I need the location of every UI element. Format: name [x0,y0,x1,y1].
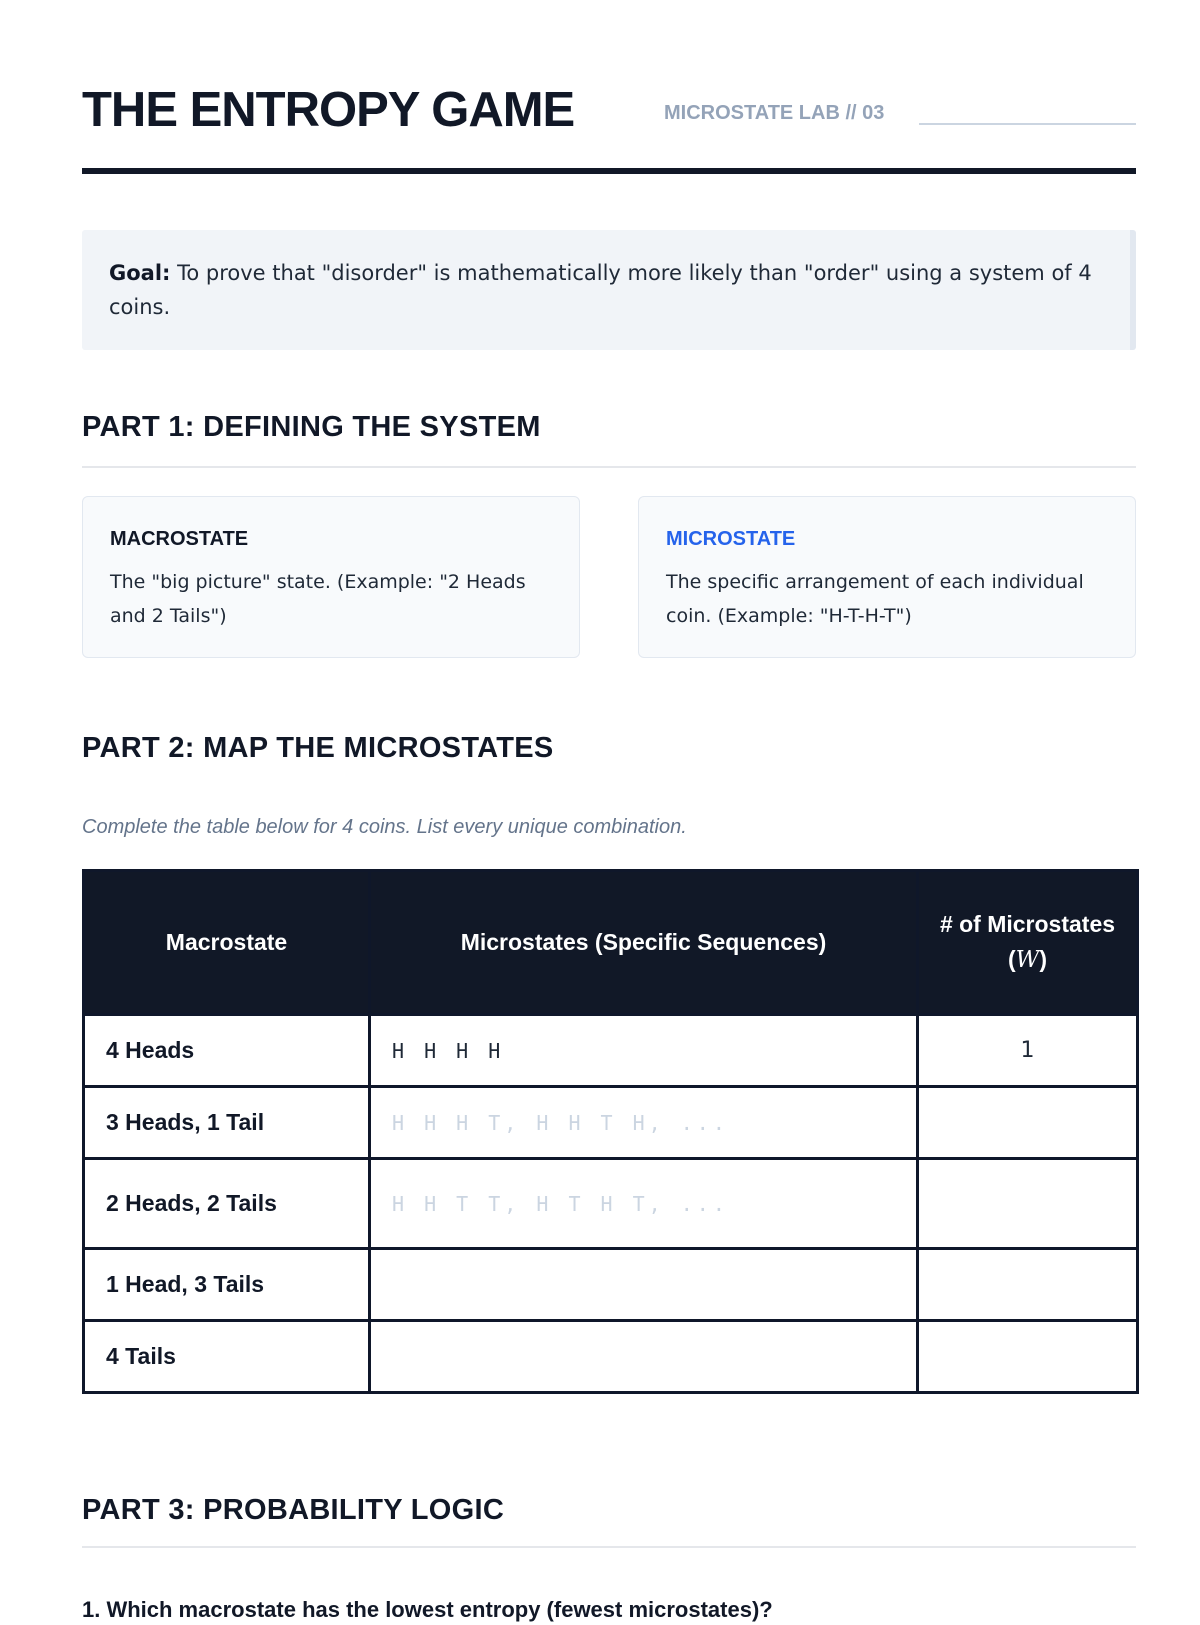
microstate-card [638,496,1136,658]
sequence-cell[interactable] [370,1249,918,1321]
macrostate-cell: 1 Head, 3 Tails [84,1249,370,1321]
header-count-suffix: ) [1039,946,1047,972]
macrostate-card-title: MACROSTATE [110,528,249,550]
w-variable: W [1015,947,1040,973]
lab-tag: MICROSTATE LAB // 03 [664,102,885,124]
count-cell[interactable] [918,1321,1138,1393]
header-microstates: Microstates (Specific Sequences) [370,871,918,1015]
sequence-cell[interactable]: H H H H [370,1015,918,1087]
part2-heading: PART 2: MAP THE MICROSTATES [82,732,554,764]
sequence-cell[interactable]: H H T T, H T H T, ... [370,1159,918,1249]
count-cell[interactable] [918,1249,1138,1321]
macrostate-card [82,496,580,658]
count-cell[interactable] [918,1159,1138,1249]
header-macrostate: Macrostate [84,871,370,1015]
microstate-card-title: MICROSTATE [666,528,796,550]
macrostate-card-body: The "big picture" state. (Example: "2 Heads and 2 Tails") [110,571,526,627]
goal-description: To prove that "disorder" is mathematically more likely than "order" using a system of 4 coins. [109,261,1092,319]
macrostate-cell: 3 Heads, 1 Tail [84,1087,370,1159]
count-cell[interactable]: 1 [918,1015,1138,1087]
goal-label: Goal: [109,261,171,285]
header-count-prefix: # of Microstates ( [939,911,1116,972]
sequence-cell[interactable] [370,1321,918,1393]
page-title: THE ENTROPY GAME [82,83,575,137]
question-1: 1. Which macrostate has the lowest entropy (fewest microstates)? [82,1597,773,1622]
table-row [84,1249,1138,1321]
table-row [84,1321,1138,1393]
microstate-table [82,869,1139,1394]
table-row [84,1159,1138,1249]
part1-heading: PART 1: DEFINING THE SYSTEM [82,411,541,443]
part3-divider [82,1546,1136,1548]
goal-box [82,230,1136,350]
count-cell[interactable] [918,1087,1138,1159]
macrostate-cell: 4 Heads [84,1015,370,1087]
table-instructions: Complete the table below for 4 coins. List every unique combination. [82,816,687,838]
worksheet-header [82,78,1136,176]
table-row [84,1087,1138,1159]
name-write-line[interactable] [919,123,1136,125]
header-microstate-count [918,871,1138,1015]
macrostate-cell: 4 Tails [84,1321,370,1393]
macrostate-cell: 2 Heads, 2 Tails [84,1159,370,1249]
table-row [84,1015,1138,1087]
microstate-card-body: The specific arrangement of each individual coin. (Example: "H-T-H-T") [666,571,1084,627]
header-divider [82,168,1136,174]
part3-heading: PART 3: PROBABILITY LOGIC [82,1494,505,1526]
table-header-row [84,871,1138,1015]
sequence-cell[interactable]: H H H T, H H T H, ... [370,1087,918,1159]
goal-text [109,256,1109,324]
part1-divider [82,466,1136,468]
